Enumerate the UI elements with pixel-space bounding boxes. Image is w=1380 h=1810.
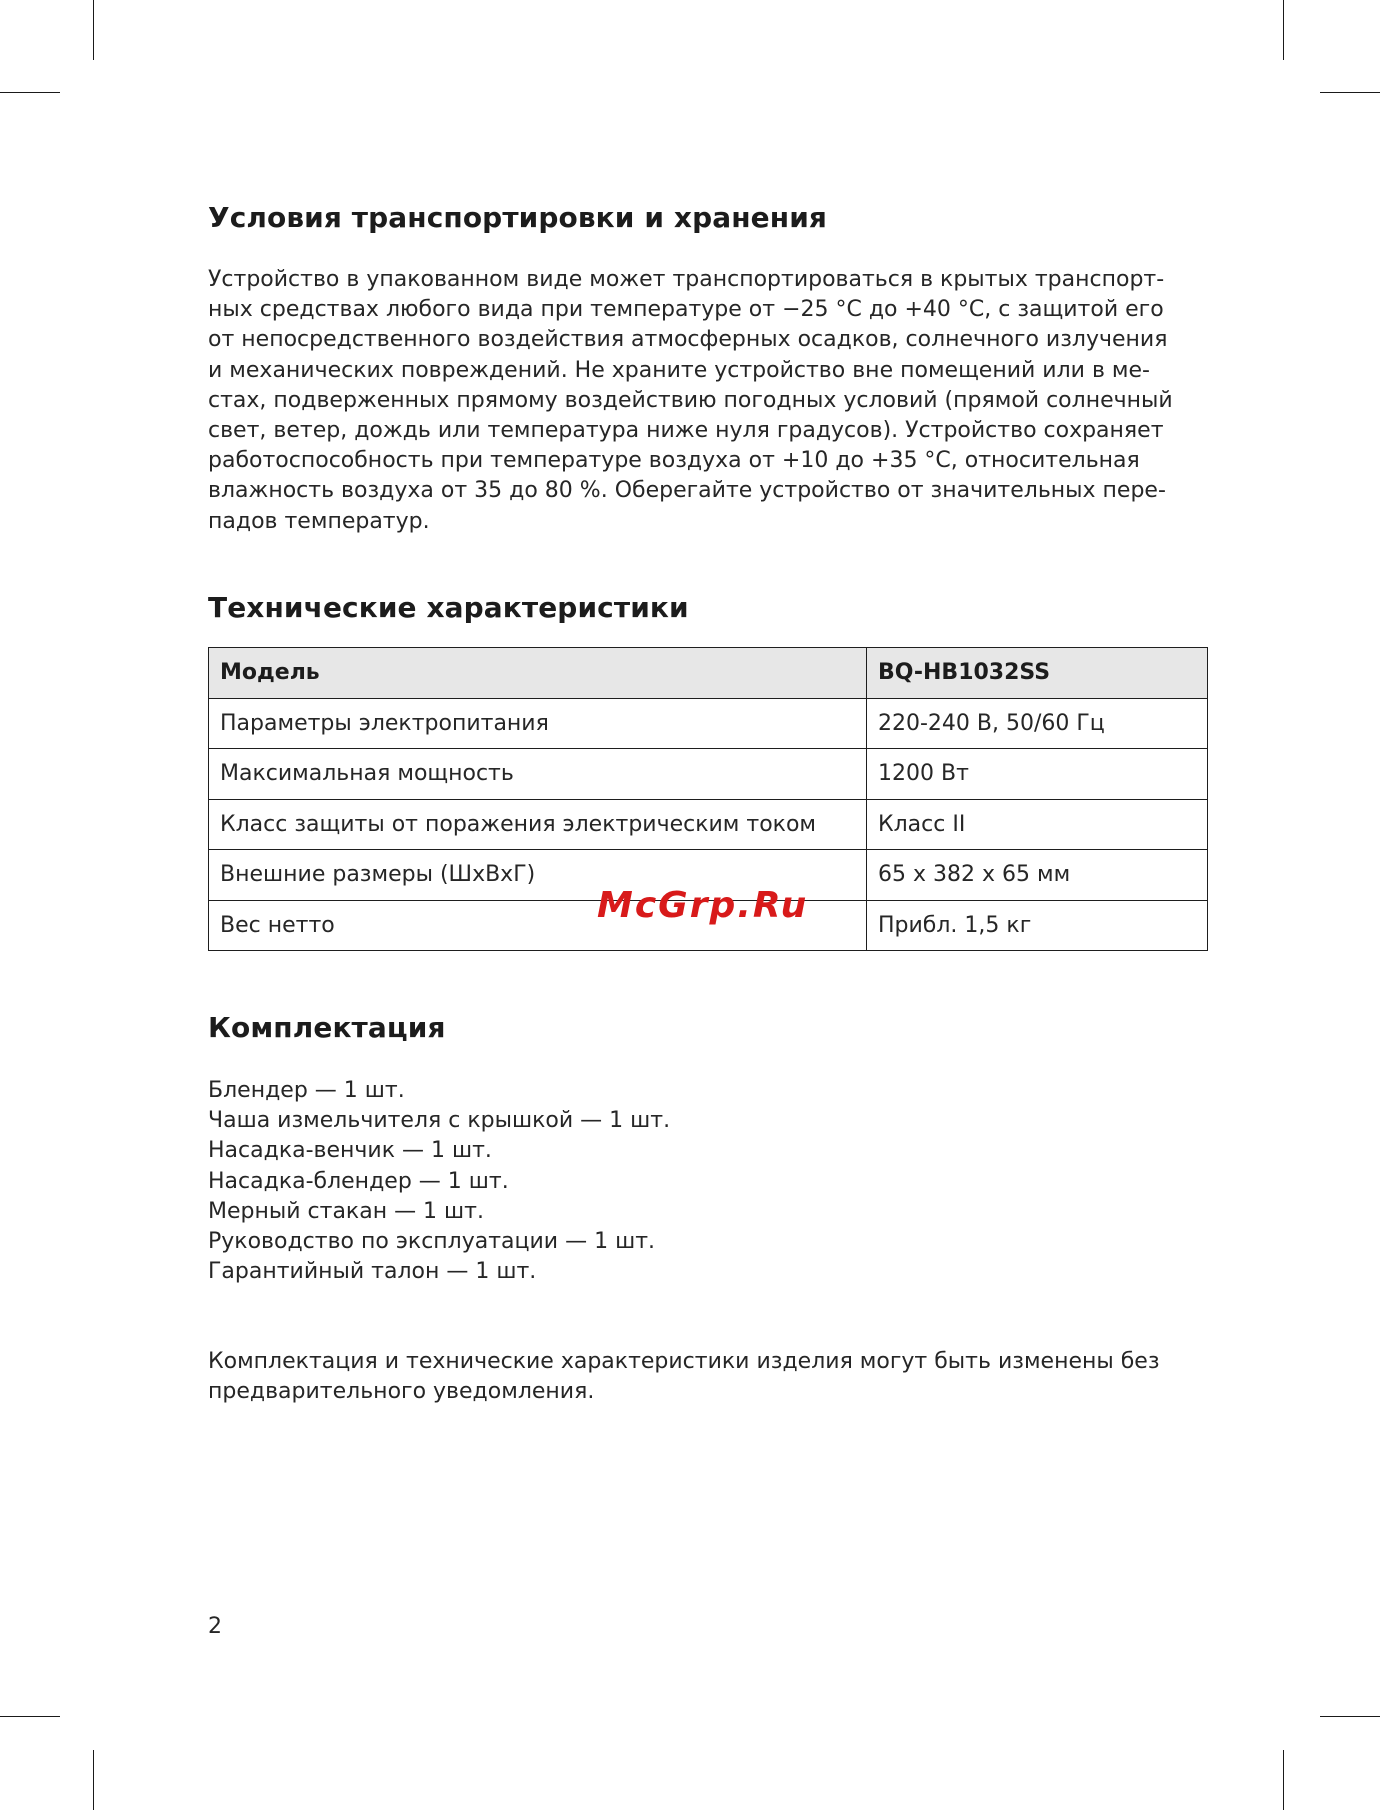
table-row	[209, 749, 1208, 800]
crop-mark-top-right-vertical	[1283, 0, 1284, 60]
note-line: Комплектация и технические характеристики изделия могут быть изменены без	[208, 1349, 1160, 1374]
transport-line: от непосредственного воздействия атмосферных осадков, солнечного излучения	[208, 327, 1168, 353]
transport-line: свет, ветер, дождь или температура ниже нуля градусов). Устройство сохраняет	[208, 418, 1164, 444]
crop-mark-bottom-left-horizontal	[0, 1716, 60, 1717]
package-heading: Комплектация	[208, 1011, 446, 1044]
spec-label: Максимальная мощность	[209, 749, 867, 800]
transport-line: работоспособность при температуре воздуха от +10 до +35 °С, относительная	[208, 448, 1140, 474]
spec-label: Класс защиты от поражения электрическим током	[209, 799, 867, 850]
table-row	[209, 698, 1208, 749]
transport-paragraph	[208, 265, 1208, 537]
transport-line: влажность воздуха от 35 до 80 %. Оберегайте устройство от значительных пере-	[208, 478, 1166, 504]
list-item: Насадка-венчик — 1 шт.	[208, 1138, 492, 1164]
spec-label: Внешние размеры (ШхВхГ)	[209, 850, 867, 901]
specs-header-label: Модель	[209, 648, 867, 699]
spec-value: Прибл. 1,5 кг	[867, 900, 1208, 951]
crop-mark-bottom-left-vertical	[93, 1750, 94, 1810]
watermark-logo: McGrp.Ru	[597, 885, 809, 926]
crop-mark-top-left-horizontal	[0, 92, 60, 93]
transport-line: ных средствах любого вида при температуре от −25 °С до +40 °С, с защитой его	[208, 297, 1164, 323]
list-item: Блендер — 1 шт.	[208, 1078, 405, 1103]
crop-mark-top-left-vertical	[93, 0, 94, 60]
transport-line: стах, подверженных прямому воздействию погодных условий (прямой солнечный	[208, 387, 1173, 413]
transport-heading: Условия транспортировки и хранения	[208, 201, 827, 234]
spec-label: Вес нетто	[209, 900, 867, 951]
specs-heading: Технические характеристики	[208, 591, 689, 624]
specs-header-value: BQ-HB1032SS	[867, 648, 1208, 699]
page-number: 2	[208, 1614, 222, 1639]
transport-line: Устройство в упакованном виде может транспортироваться в крытых транспорт-	[208, 267, 1165, 292]
list-item: Руководство по эксплуатации — 1 шт.	[208, 1229, 656, 1255]
spec-label: Параметры электропитания	[209, 698, 867, 749]
spec-value: Класс II	[867, 799, 1208, 850]
transport-line: и механических повреждений. Не храните устройство вне помещений или в ме-	[208, 357, 1150, 383]
crop-mark-bottom-right-vertical	[1283, 1750, 1284, 1810]
table-row	[209, 799, 1208, 850]
spec-value: 65 х 382 х 65 мм	[867, 850, 1208, 901]
crop-mark-top-right-horizontal	[1320, 92, 1380, 93]
list-item: Гарантийный талон — 1 шт.	[208, 1259, 537, 1285]
crop-mark-bottom-right-horizontal	[1320, 1716, 1380, 1717]
transport-line: падов температур.	[208, 508, 430, 534]
package-list	[208, 1076, 1208, 1287]
spec-value: 220-240 В, 50/60 Гц	[867, 698, 1208, 749]
list-item: Мерный стакан — 1 шт.	[208, 1198, 484, 1224]
disclaimer-note	[208, 1347, 1208, 1407]
note-line: предварительного уведомления.	[208, 1379, 595, 1405]
list-item: Чаша измельчителя с крышкой — 1 шт.	[208, 1108, 671, 1134]
list-item: Насадка-блендер — 1 шт.	[208, 1168, 509, 1194]
spec-value: 1200 Вт	[867, 749, 1208, 800]
specs-header-row	[209, 648, 1208, 699]
